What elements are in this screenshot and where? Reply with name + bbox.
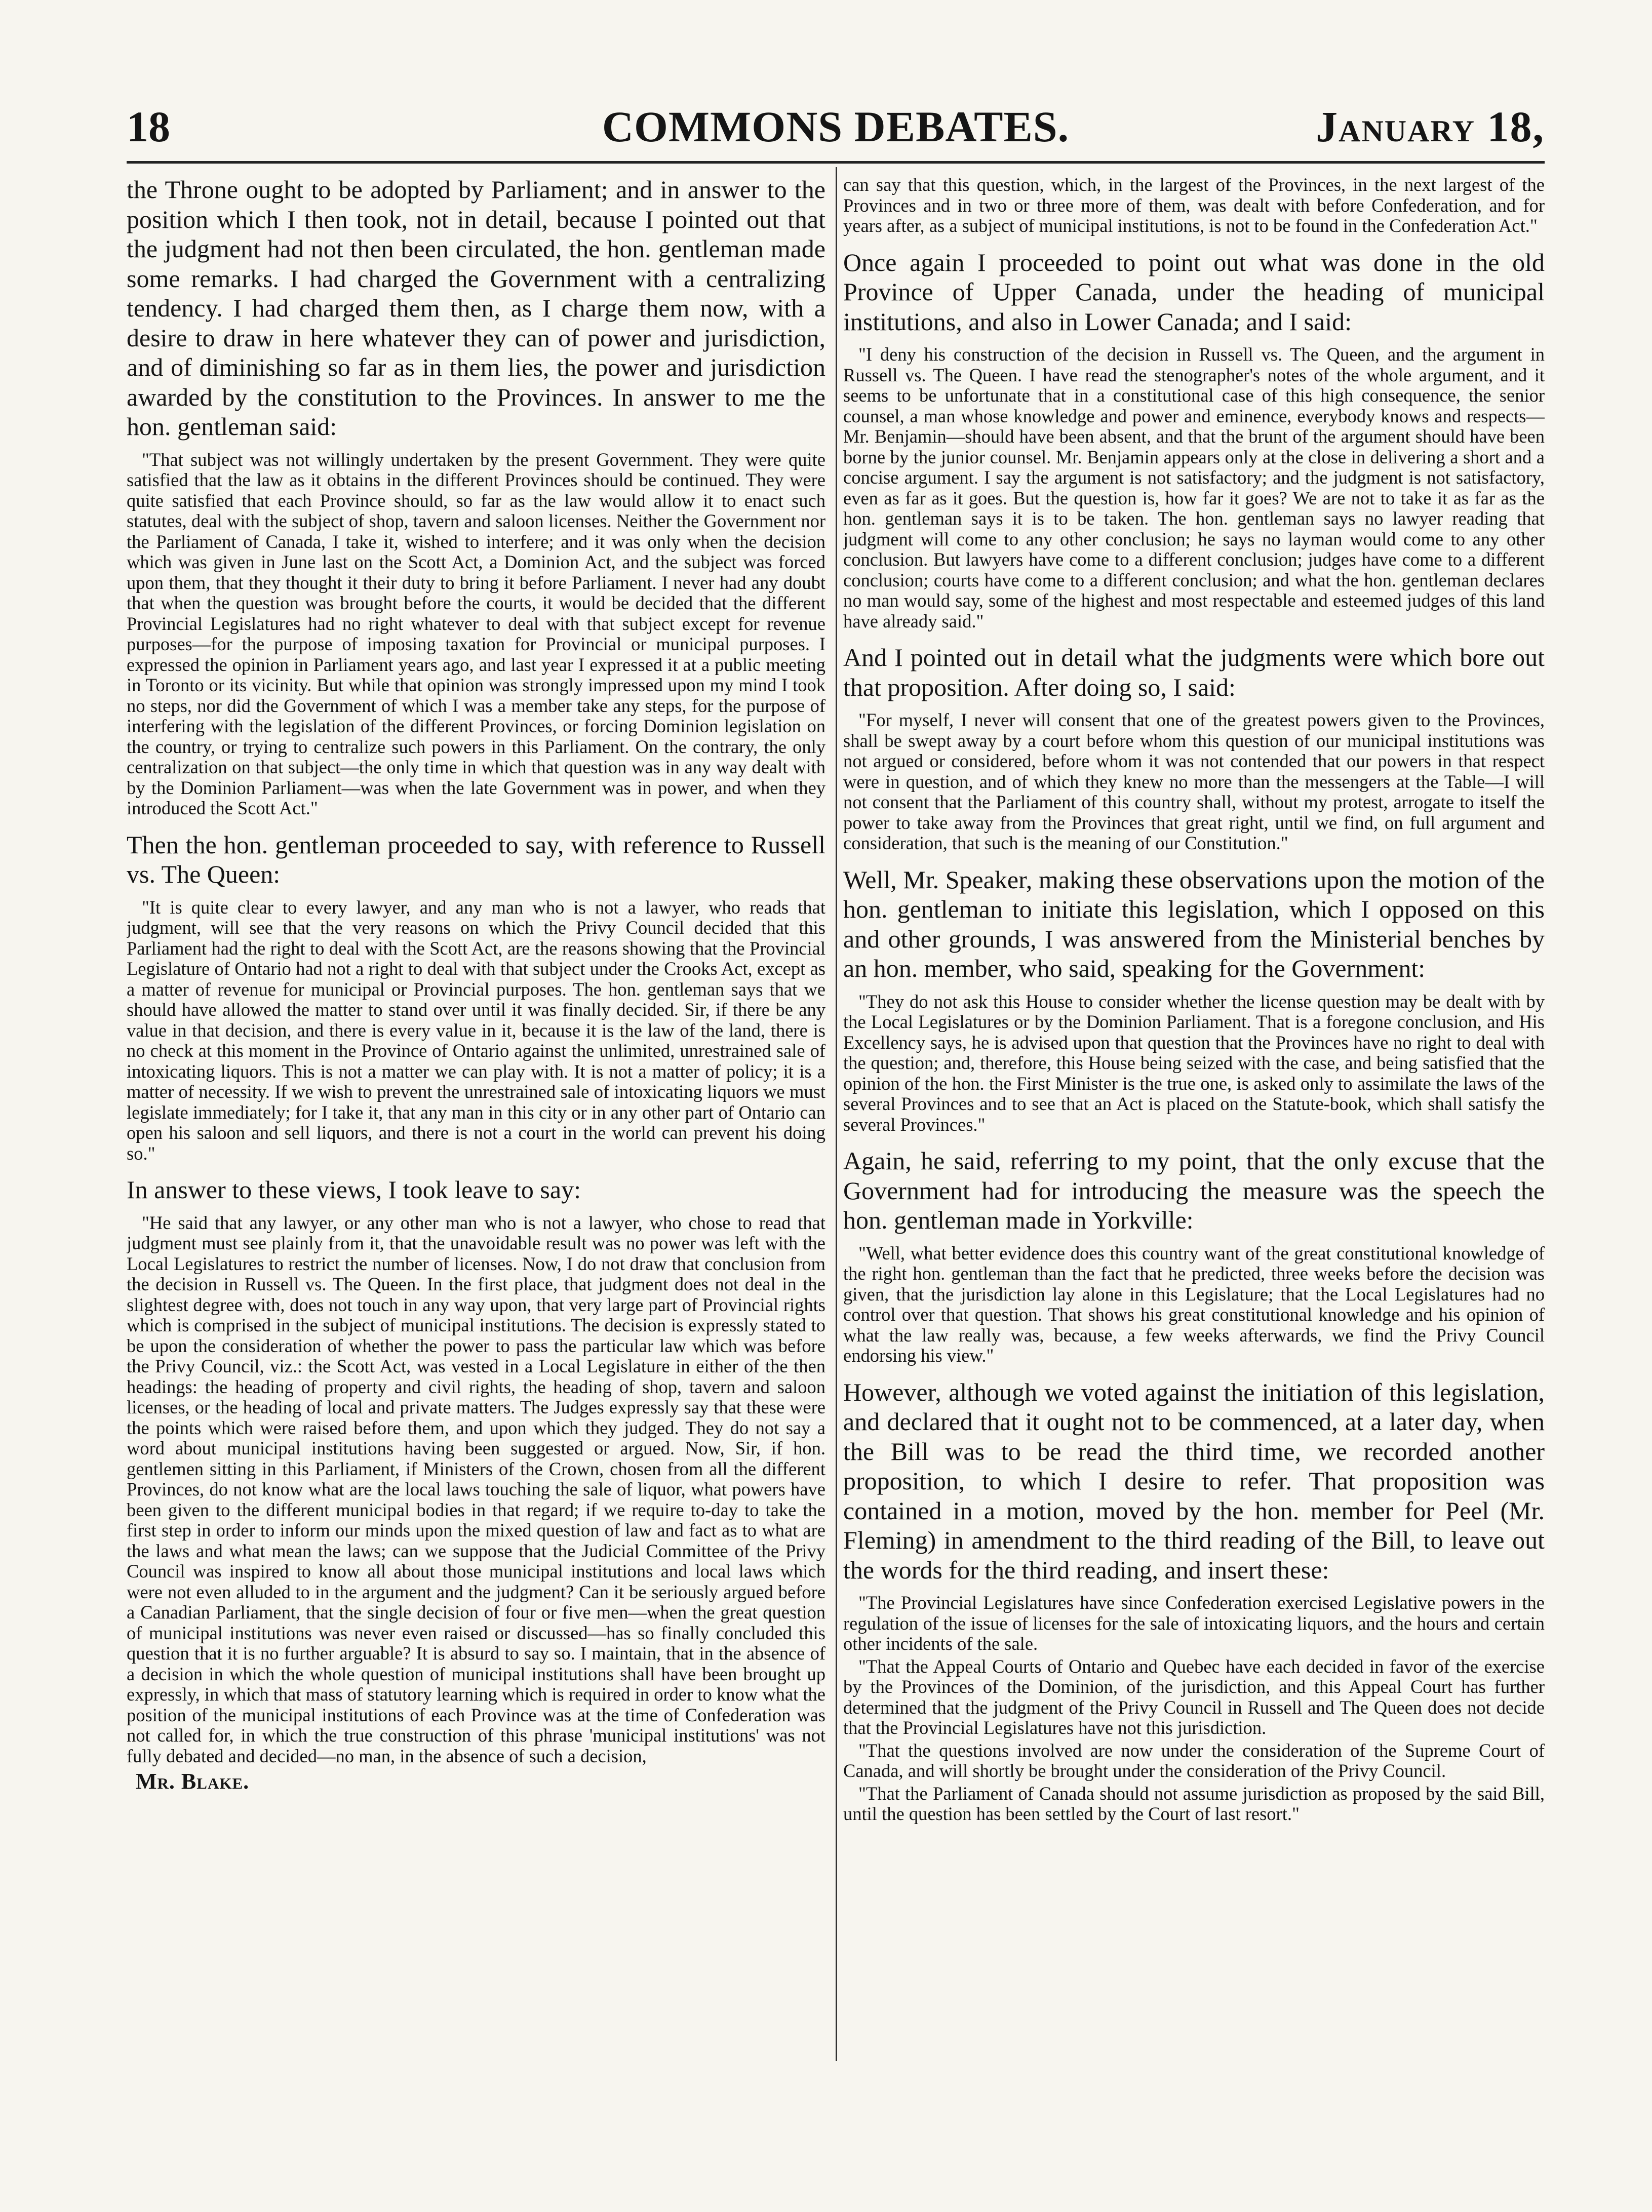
speech-paragraph: In answer to these views, I took leave to say: — [127, 1175, 581, 1204]
left-column — [127, 175, 825, 2150]
speech-paragraph: Then the hon. gentleman proceeded to say, with reference to Russell vs. The Queen: — [127, 830, 825, 888]
speech-paragraph: Well, Mr. Speaker, making these observations upon the motion of the hon. gentleman to initiate this legislation, which I opposed on this and other grounds, I was answered from the Ministerial benches by an hon. member, who said, speaking for the Government: — [843, 865, 1545, 982]
speech-paragraph: Again, he said, referring to my point, that the only excuse that the Government had for introducing the measure was the speech the hon. gentleman made in Yorkville: — [843, 1147, 1545, 1234]
speaker-name: Mr. Blake. — [136, 1769, 250, 1794]
speech-paragraph: However, although we voted against the initiation of this legislation, and declared that it ought not to be commenced, at a later day, when the Bill was to be read the third time, we recorded another proposition, to which I desire to refer. That proposition was contained in a motion, moved by the hon. member for Peel (Mr. Fleming) in amendment to the third reading of the Bill, to leave out the words for the third reading, and insert these: — [843, 1377, 1545, 1584]
quoted-passage: can say that this question, which, in the largest of the Provinces, in the next largest of the Provinces and in two or three more of them, was dealt with before Confederation, and for years after, as a subject of municipal institutions, is not to be found in the Confederation Act." — [843, 175, 1545, 236]
column-divider — [836, 167, 837, 2061]
speech-paragraph: the Throne ought to be adopted by Parliament; and in answer to the position which I then took, not in detail, because I pointed out that the judgment had not then been circulated, the hon. gentleman made some remarks. I had charged the Government with a centralizing tendency. I had charged them then, as I charge them now, with a desire to draw in here whatever they can of power and jurisdiction, and of diminishing so far as in them lies, the power and jurisdiction awarded by the constitution to the Provinces. In answer to me the hon. gentleman said: — [127, 175, 825, 441]
header-date: January 18, — [1316, 102, 1545, 151]
header-rule — [127, 161, 1545, 164]
quoted-passage: "I deny his construction of the decision in Russell vs. The Queen, and the argument in Russell vs. The Queen. I have read the stenographer's notes of the whole argument, and it seems to be unfortunate that in a constitutional case of this high consequence, the senior counsel, a man whose knowledge and power and eminence, everybody knows and respects—Mr. Benjamin—should have been absent, and that the brunt of the argument should have been borne by the junior counsel. Mr. Benjamin appears only at the close in delivering a short and a concise argument. I say the argument is not satisfactory; and the judgment is not satisfactory, even as far as it goes. But the question is, how far it goes? We are not to take it as far as the hon. gentleman says it is to be taken. The hon. gentleman says no lawyer reading that judgment will come to any other conclusion; he says no layman would come to any other conclusion. But lawyers have come to a different conclusion; judges have come to a different conclusion; courts have come to a different conclusion; and what the hon. gentleman declares no man would say, some of the highest and most respectable and esteemed judges of this land have already said." — [843, 344, 1545, 631]
amendment-clause: "That the Parliament of Canada should not assume jurisdiction as proposed by the said Bill, until the question has been settled by the Court of last resort." — [843, 1783, 1545, 1824]
quoted-passage: "That subject was not willingly undertaken by the present Government. They were quite satisfied that the law as it obtains in the different Provinces should be continued. They were quite satisfied that each Province should, so far as the law would allow it to enact such statutes, deal with the subject of shop, tavern and saloon licenses. Neither the Government nor the Parliament of Canada, I take it, wished to interfere; and it was only when the decision which was given in June last on the Scott Act, a Dominion Act, and the subject was forced upon them, that they thought it their duty to bring it before Parliament. I never had any doubt that when the question was brought before the courts, it would be decided that the different Provincial Legislatures had no right whatever to deal with that subject except for revenue purposes—for the purpose of imposing taxation for Provincial or municipal purposes. I expressed the opinion in Parliament years ago, and last year I expressed it at a public meeting in Toronto or its vicinity. But while that opinion was strongly impressed upon my mind I took no steps, nor did the Government of which I was a member take any steps, for the purpose of interfering with the legislation of the different Provinces, or forcing Dominion legislation on the country, or trying to centralize such powers in this Parliament. On the contrary, the only centralization on that subject—the only time in which that question was in any way dealt with by the Dominion Parliament—was when the late Government was in power, and when they introduced the Scott Act." — [127, 449, 825, 818]
quoted-passage: "He said that any lawyer, or any other man who is not a lawyer, who chose to read that judgment must see plainly from it, that the unavoidable result was no power was left with the Local Legislatures to restrict the number of licenses. Now, I do not draw that conclusion from the decision in Russell vs. The Queen. In the first place, that judgment does not deal in the slightest degree with, does not touch in any way upon, that very large part of Provincial rights which is comprised in the subject of municipal institutions. The decision is expressly stated to be upon the consideration of whether the power to pass the particular law which was before the Privy Council, viz.: the Scott Act, was vested in a Local Legislature in either of the then headings: the heading of property and civil rights, the heading of shop, tavern and saloon licenses, or the heading of local and private matters. The Judges expressly say that these were the points which were raised before them, and upon which they judged. They do not say a word about municipal institutions having been suggested or argued. Now, Sir, if hon. gentlemen sitting in this Parliament, if Ministers of the Crown, chosen from all the different Provinces, do not know what are the local laws touching the sale of liquor, what powers have been given to the different municipal bodies in that regard; if we require to-day to take the first step in order to inform our minds upon the mixed question of law and fact as to what are the laws and what mean the laws; can we suppose that the Judicial Committee of the Privy Council was inspired to know all about those municipal institutions and local laws which were not even alluded to in the argument and the judgment? Can it be seriously argued before a Canadian Parliament, that the single decision of four or five men—when the great question of municipal institutions was never even raised or discussed—has so finally concluded this question that it is no further arguable? It is absurd to say so. I maintain, that in the absence of a decision in which the whole question of municipal institutions shall have been brought up expressly, in which that mass of statutory learning which is required in order to know what the position of the municipal institutions of each Province was at the time of Confederation was not called for, in which the true construction of this phrase 'municipal institutions' was not fully debated and decided—no man, in the absence of such a decision, — [127, 1212, 825, 1766]
page-number: 18 — [127, 102, 170, 151]
amendment-clause: "That the Appeal Courts of Ontario and Quebec have each decided in favor of the exercise by the Provinces of the Dominion, of the jurisdiction, and this Appeal Court has further determined that the judgment of the Privy Council in Russell and The Queen does not decide that the Provincial Legislatures have not this jurisdiction. — [843, 1655, 1545, 1738]
page-header — [127, 101, 1545, 157]
quoted-passage: "For myself, I never will consent that one of the greatest powers given to the Provinces, shall be swept away by a court before whom this question of our municipal institutions was not argued or considered, before whom it was not contended that our powers in that respect were in question, and of which they knew no more than the messengers at the Table—I will not consent that the Parliament of this country shall, without my protest, arrogate to itself the power to take away from the Provinces that great right, until we find, on full argument and consideration, that such is the meaning of our Constitution." — [843, 709, 1545, 853]
quoted-passage: "It is quite clear to every lawyer, and any man who is not a lawyer, who reads that judgment, will see that the very reasons on which the Privy Council decided that this Parliament had the right to deal with the Scott Act, are the reasons showing that the Provincial Legislature of Ontario had not a right to deal with that subject under the Crooks Act, except as a matter of revenue for municipal or Provincial purposes. The hon. gentleman says that we should have allowed the matter to stand over until it was finally decided. Sir, if there be any value in that decision, and there is every value in it, because it is the law of the land, there is no check at this moment in the Province of Ontario against the unlimited, unrestrained sale of intoxicating liquors. This is not a matter we can play with. It is not a matter of policy; it is a matter of necessity. If we wish to prevent the unrestrained sale of intoxicating liquors we must legislate immediately; for I take it, that any man in this city or in any other part of Ontario can open his saloon and sell liquors, and there is not a court in the world can prevent his doing so." — [127, 896, 825, 1164]
quoted-passage: "Well, what better evidence does this country want of the great constitutional knowledge of the right hon. gentleman than the fact that he predicted, three weeks before the decision was given, that the jurisdiction lay alone in this Legislature; that the Local Legislatures had no control over that question. That shows his great constitutional knowledge and his opinion of what the law really was, because, a few weeks afterwards, we find the Privy Council endorsing his view." — [843, 1242, 1545, 1366]
amendment-clause: "The Provincial Legislatures have since Confederation exercised Legislative powers in the regulation of the issue of licenses for the sale of intoxicating liquors, and the hours and certain other incidents of the sale. — [843, 1592, 1545, 1654]
right-column — [843, 175, 1545, 2084]
quoted-passage: "They do not ask this House to consider whether the license question may be dealt with by the Local Legislatures or by the Dominion Parliament. That is a foregone conclusion, and His Excellency says, he is advised upon that question that the Provinces have no right to deal with the question; and, therefore, this House being seized with the case, and being satisfied that the opinion of the hon. the First Minister is the true one, is asked only to assimilate the laws of the several Provinces and to see that an Act is placed on the Statute-book, which shall satisfy the several Provinces." — [843, 991, 1545, 1135]
publication-title: COMMONS DEBATES. — [602, 102, 1070, 151]
speech-paragraph: And I pointed out in detail what the judgments were which bore out that proposition. After doing so, I said: — [843, 643, 1545, 701]
amendment-clause: "That the questions involved are now under the consideration of the Supreme Court of Canada, and will shortly be brought under the consideration of the Privy Council. — [843, 1740, 1545, 1781]
speech-paragraph: Once again I proceeded to point out what was done in the old Province of Upper Canada, under the heading of municipal institutions, and also in Lower Canada; and I said: — [843, 248, 1545, 336]
